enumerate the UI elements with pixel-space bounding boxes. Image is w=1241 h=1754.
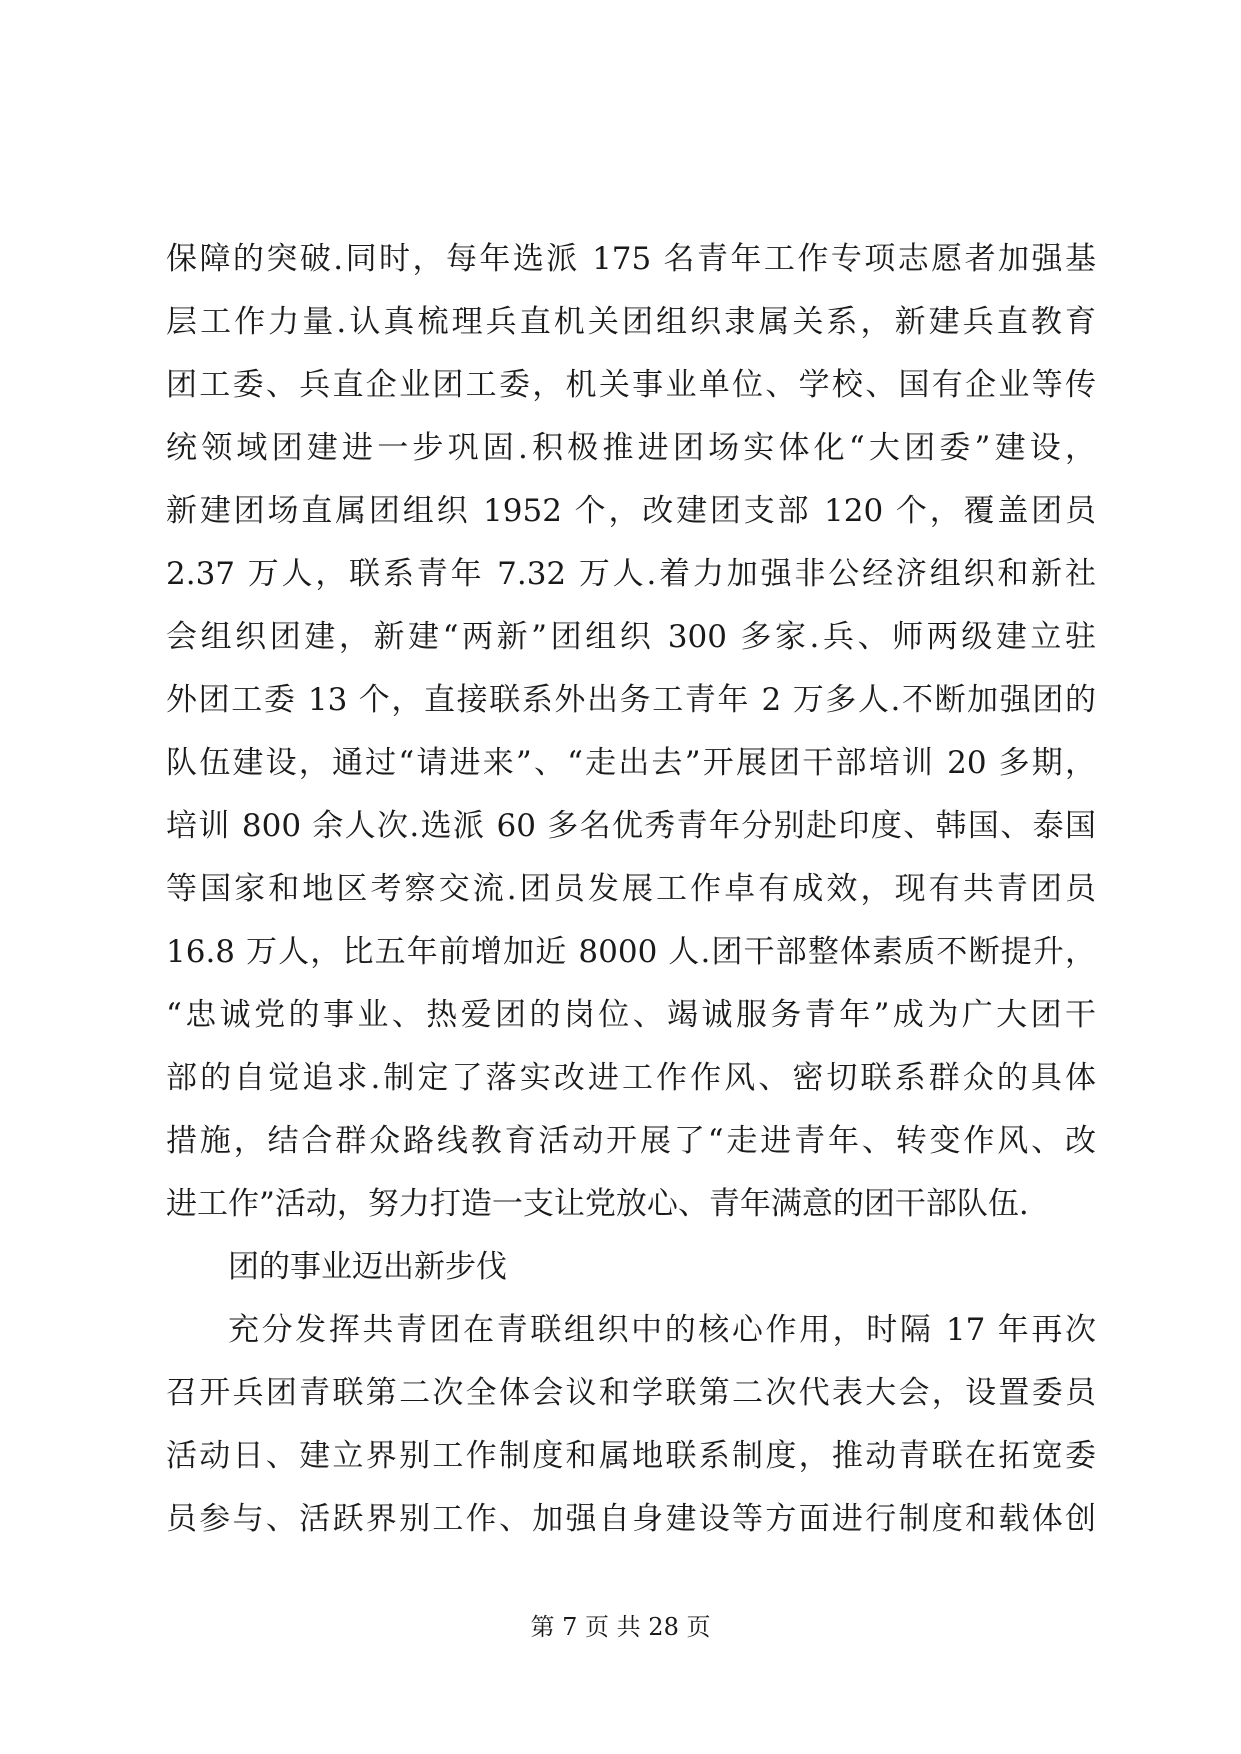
text-line: 措施，结合群众路线教育活动开展了“走进青年、转变作风、改 [166, 1123, 1096, 1159]
text-line: 活动日、建立界别工作制度和属地联系制度，推动青联在拓宽委 [166, 1438, 1096, 1474]
text-line: 保障的突破.同时，每年选派 175 名青年工作专项志愿者加强基 [166, 241, 1096, 277]
text-line: “忠诚党的事业、热爱团的岗位、竭诚服务青年”成为广大团干 [166, 997, 1096, 1033]
text-line: 统领域团建进一步巩固.积极推进团场实体化“大团委”建设， [166, 430, 1096, 466]
page-number-footer: 第 7 页 共 28 页 [530, 1613, 711, 1641]
text-line: 16.8 万人，比五年前增加近 8000 人.团干部整体素质不断提升， [166, 934, 1096, 970]
text-line: 培训 800 余人次.选派 60 多名优秀青年分别赴印度、韩国、泰国 [166, 808, 1096, 844]
text-line: 等国家和地区考察交流.团员发展工作卓有成效，现有共青团员 [166, 871, 1096, 907]
text-line: 会组织团建，新建“两新”团组织 300 多家.兵、师两级建立驻 [166, 619, 1096, 655]
text-line: 外团工委 13 个，直接联系外出务工青年 2 万多人.不断加强团的 [166, 682, 1096, 718]
text-line: 新建团场直属团组织 1952 个，改建团支部 120 个，覆盖团员 [166, 493, 1096, 529]
text-line: 层工作力量.认真梳理兵直机关团组织隶属关系，新建兵直教育 [166, 304, 1096, 340]
text-line: 部的自觉追求.制定了落实改进工作作风、密切联系群众的具体 [166, 1060, 1096, 1096]
text-line: 员参与、活跃界别工作、加强自身建设等方面进行制度和载体创 [166, 1501, 1096, 1537]
text-line: 充分发挥共青团在青联组织中的核心作用，时隔 17 年再次 [228, 1312, 1096, 1348]
text-line: 团工委、兵直企业团工委，机关事业单位、学校、国有企业等传 [166, 367, 1096, 403]
section-heading: 团的事业迈出新步伐 [228, 1249, 507, 1285]
body-text [166, 228, 1096, 1551]
text-line: 2.37 万人，联系青年 7.32 万人.着力加强非公经济组织和新社 [166, 556, 1096, 592]
text-line: 进工作”活动，努力打造一支让党放心、青年满意的团干部队伍. [166, 1186, 1029, 1222]
text-line: 队伍建设，通过“请进来”、“走出去”开展团干部培训 20 多期， [166, 745, 1096, 781]
text-line: 召开兵团青联第二次全体会议和学联第二次代表大会，设置委员 [166, 1375, 1096, 1411]
